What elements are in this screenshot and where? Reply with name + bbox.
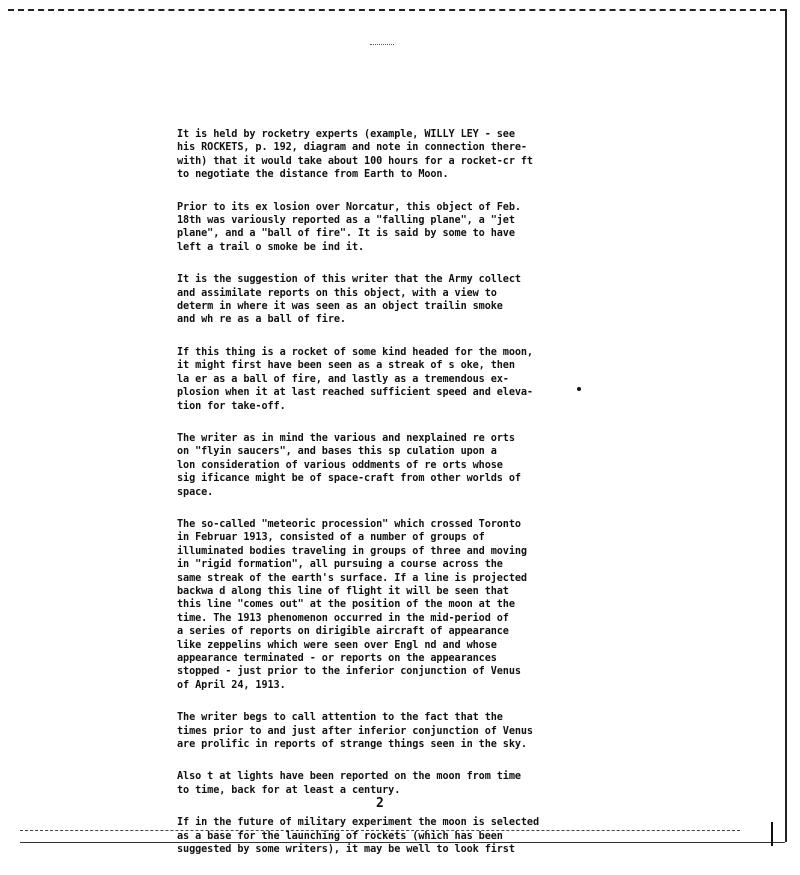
scan-speck-dot (577, 387, 581, 391)
paragraph-norcatur-explosion: Prior to its ex losion over Norcatur, this object of Feb. 18th was variously reported as a "falling plane", a "jet plane", and a "ball of fire". It is said by some to have left a trail o smoke be ind it. (177, 201, 521, 253)
paragraph-rocket-hypothesis: If this thing is a rocket of some kind headed for the moon, it might first have been seen as a streak of s oke, then la er as a ball of fire, and lastly as a tremendous ex- plosion when it at last reached sufficient speed and eleva- tion for take-off. (177, 346, 533, 412)
scan-edge-mark (771, 822, 773, 846)
paragraph-venus-conjunction: The writer begs to call attention to the fact that the times prior to and just after inferior conjunction of Venus are prolific in reports of strange things seen in the sky. (177, 712, 533, 751)
paragraph-moon-lights: Also t at lights have been reported on the moon from time to time, back for at least a century. (177, 771, 521, 796)
typed-memo-body (177, 128, 567, 875)
paragraph-military-experiment: If in the future of military experiment the moon is selected as a base for the launching of rockets (which has been suggested by some writers), it may be well to look first (177, 817, 540, 856)
page-number: 2 (376, 796, 384, 811)
paragraph-flying-saucers: The writer as in mind the various and nexplained re orts on "flyin saucers", and bases this sp culation upon a lon consideration of various oddments of re orts whose sig ificance might be of space-craft from other worlds of space. (177, 432, 521, 498)
paragraph-rocket-travel-time: It is held by rocketry experts (example, WILLY LEY - see his ROCKETS, p. 192, diagram and note in connection there- with) that it would take about 100 hours for a rocket-cr ft to negotiate the distance from Earth to Moon. (177, 129, 533, 181)
paragraph-army-suggestion: It is the suggestion of this writer that the Army collect and assimilate reports on this object, with a view to determ in where it was seen as an object trailin smoke and wh re as a ball of fire. (177, 274, 521, 326)
scan-border-top (8, 9, 786, 11)
paragraph-meteoric-procession: The so-called "meteoric procession" which crossed Toronto in Februar 1913, consisted of a number of groups of illuminated bodies traveling in groups of three and moving in "rigid formation", all pursuing a course across the same streak of the earth's surface. If a line is projected backwa d along this line of flight it will be seen that this line "comes out" at the position of the moon at the time. The 1913 phenomenon occurred in the mid-period of a series of reports on dirigible aircraft of appearance like zeppelins which were seen over Engl nd and whose appearance terminated - or reports on the appearances stopped - just prior to the inferior conjunction of Venus of April 24, 1913. (177, 518, 527, 691)
scan-border-right (785, 9, 787, 842)
scan-specks (370, 44, 394, 45)
